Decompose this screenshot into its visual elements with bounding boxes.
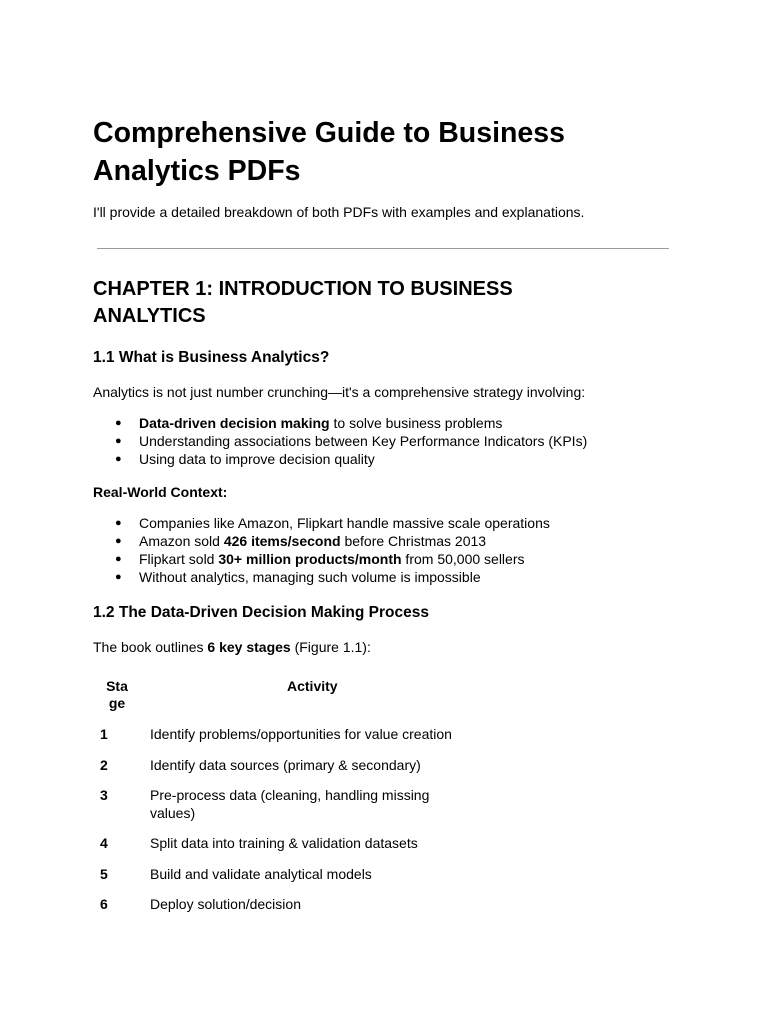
section-1-1-lead: Analytics is not just number crunching—it's a comprehensive strategy involving: [93,384,586,400]
list-item [93,532,550,550]
section-1-2-lead [93,638,371,656]
stage-number: 2 [100,757,108,773]
horizontal-rule [97,248,669,249]
bullet-icon: ● [115,453,122,465]
item-text: to solve business problems [329,415,503,431]
bullet-icon: ● [115,571,122,583]
stage-number: 4 [100,835,108,851]
item-text: before Christmas 2013 [340,533,487,549]
item-text: Flipkart sold [139,551,219,567]
list-item [93,450,587,468]
list-item [93,432,587,450]
stage-activity: Identify problems/opportunities for value creation [150,726,452,742]
stage-activity: Identify data sources (primary & secondary) [150,757,421,773]
analytics-bullet-list [93,414,587,468]
list-item [93,414,587,432]
table-header-activity: Activity [287,678,338,694]
item-text: Using data to improve decision quality [139,451,375,467]
lead-text: (Figure 1.1): [290,639,371,655]
bold-text: Data-driven decision making [139,415,330,431]
bold-text: 6 key stages [207,639,291,655]
table-header-stage: Stage [106,678,128,711]
context-bullet-list [93,514,550,586]
item-text: Amazon sold [139,533,224,549]
list-item [93,550,550,568]
stage-activity: Split data into training & validation datasets [150,835,418,851]
intro-text: I'll provide a detailed breakdown of both PDFs with examples and explanations. [93,204,585,220]
section-heading-1-1: 1.1 What is Business Analytics? [93,349,330,366]
list-item [93,568,550,586]
section-heading-1-2: 1.2 The Data-Driven Decision Making Process [93,604,429,621]
bullet-icon: ● [115,535,122,547]
item-text: Understanding associations between Key Performance Indicators (KPIs) [139,433,588,449]
stage-number: 5 [100,866,108,882]
bullet-icon: ● [115,435,122,447]
stage-activity: Pre-process data (cleaning, handling missing values) [150,787,430,821]
real-world-context-label: Real-World Context: [93,484,228,500]
bullet-icon: ● [115,517,122,529]
item-text: Companies like Amazon, Flipkart handle massive scale operations [139,515,550,531]
stage-number: 1 [100,726,108,742]
bullet-icon: ● [115,553,122,565]
bold-text: 426 items/second [223,533,341,549]
lead-text: The book outlines [93,639,208,655]
document-title: Comprehensive Guide to Business Analytics PDFs [93,117,565,187]
bold-text: 30+ million products/month [218,551,402,567]
item-text: Without analytics, managing such volume is impossible [139,569,481,585]
bullet-icon: ● [115,417,122,429]
stage-number: 6 [100,896,108,912]
list-item [93,514,550,532]
stage-activity: Deploy solution/decision [150,896,301,912]
stage-activity: Build and validate analytical models [150,866,372,882]
chapter-heading: CHAPTER 1: INTRODUCTION TO BUSINESS ANALYTICS [93,278,513,327]
item-text: from 50,000 sellers [401,551,525,567]
stage-number: 3 [100,787,108,803]
